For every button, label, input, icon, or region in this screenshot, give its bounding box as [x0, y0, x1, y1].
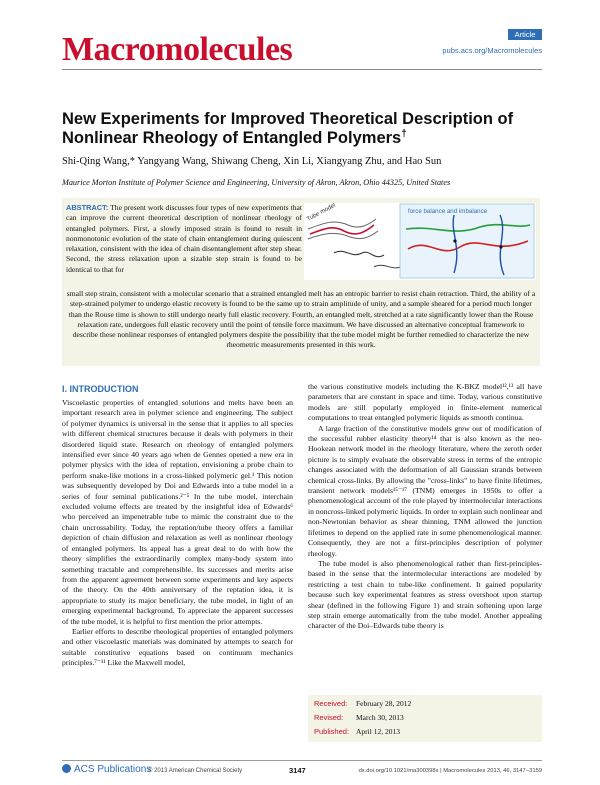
- title-text: New Experiments for Improved Theoretical Description of Nonlinear Rheology of Entangled Polymers: [62, 110, 514, 147]
- abstract-label: ABSTRACT:: [66, 203, 109, 212]
- tube-model-label: Tube model: [306, 203, 337, 223]
- force-panel: [400, 204, 534, 278]
- intro-paragraph-1: Viscoelastic properties of entangled solutions and melts have been an important research area in polymer science and engineering. The subject of polymer dynamics is universal in the sense that it applies to all species with different chemical structures because it deals with polymers in their disordered liquid state. Research on rheology of entangled polymers intensified ever since 40 years ago when de Gennes opened a new era in polymer physics with the idea of reptation, envisioning a probe chain to perform snake-like motions in a cross-linked polymeric gel.¹ This notion was subsequently developed by Doi and Edwards into a tube model in a series of four seminal publications.²⁻⁵ In the tube model, interchain excluded volume effects are treated by the insightful idea of Edwards⁶ who perceived an impenetrable tube to mimic the constraint due to the chain uncrossability. Today, the reptation/tube theory offers a familiar depiction of chain diffusion and relaxation as well as nonlinear rheology of entangled polymers. Its appeal has a great deal to do with how the theory simplifies the extraordinarily complex many-body system into something tractable and comprehensible. Its successes and merits arise from the apparent agreement between some experiments and key aspects of the theory. On the 40th anniversary of the reptation idea, it is appropriate to study its major beneficiary, the tube model, in light of an emerging experimental background. To appreciate the apparent successes of the tube model, it is helpful to first mention the prior attempts.: [62, 398, 293, 626]
- copyright: © 2013 American Chemical Society: [148, 768, 243, 774]
- abstract-top-body: The present work discusses four types of new experiments that can improve the current theoretical description of nonlinear rheology of entangled polymers. First, a slowly imposed strain is found to result in nonmonotonic evolution of the state of chain entanglement during quiescent relaxation, consistent with the idea of chain disentanglement after step shear. Second, the stress relaxation upon a sizable step strain is found to be identical to that for: [66, 203, 302, 274]
- journal-url-link[interactable]: pubs.acs.org/Macromolecules: [442, 46, 542, 55]
- toc-graphic: [304, 203, 536, 280]
- intro-paragraph-2: Earlier efforts to describe rheological properties of entangled polymers and other viscoelastic materials was dominated by attempts to search for suitable constitutive equations based on continuum mechanics principles.⁷⁻¹¹ Like the Maxwell model,: [62, 626, 293, 668]
- left-column: [62, 398, 293, 669]
- title-footnote-mark[interactable]: †: [401, 128, 407, 140]
- right-paragraph-2: A large fraction of the constitutive models grew out of modification of the successful rubber elasticity theory¹⁴ that is also known as the neo-Hookean network model in the rheology literature, where the zeroth order picture is to simply evaluate the observable stress in terms of the entropic changes associated with the deformation of all Gaussian strands between chemical cross-links. By allowing the "cross-links" to have finite lifetimes, transient network models¹⁵⁻¹⁷ (TNM) emerges in 1950s to offer a phenomenological account of the role played by intermolecular interactions in noncross-linked polymeric liquids. In order to explain such nonlinear and non-Newtonian behavior as shear thinning, TNM allowed the junction lifetimes to depend on the applied rate in some phenomenological manner. Consequently, they are not a first-principles description of polymer rheology.: [308, 423, 542, 558]
- doi-citation-link[interactable]: dx.doi.org/10.1021/ma300398x | Macromolecules 2013, 46, 3147−3159: [358, 768, 542, 774]
- affiliation: Maurice Morton Institute of Polymer Science and Engineering, University of Akron, Akron, Ohio 44325, United States: [62, 178, 451, 187]
- published-date: April 12, 2013: [356, 727, 400, 736]
- junction-node: [453, 239, 456, 242]
- page-number: 3147: [289, 766, 306, 775]
- right-paragraph-3: The tube model is also phenomenological rather than first-principles-based in the sense that the intermolecular interactions are modeled by restricting a test chain to tube-like confinement. It gained popularity because such key experimental features as stress overshoot upon startup shear (defined in the following Figure 1) and strain softening upon large step strain emerge automatically from the tube model. Another appealing character of the Doi–Edwards tube theory is: [308, 558, 542, 631]
- published-row: [314, 727, 400, 737]
- header-rule: [62, 69, 542, 70]
- acs-logo-text: ACS Publications: [74, 764, 152, 775]
- revised-label: Revised:: [314, 713, 344, 722]
- section-heading: I. INTRODUCTION: [62, 384, 139, 394]
- acs-logo-icon: [62, 764, 71, 773]
- force-balance-label: force balance and imbalance: [408, 208, 488, 215]
- received-label: Received:: [314, 699, 348, 708]
- article-title: [62, 110, 542, 148]
- received-row: [314, 699, 411, 709]
- right-paragraph-1: the various constitutive models including the K-BKZ model¹²,¹³ all have parameters that are constant in space and time. Today, various constitutive models are still popularly employed in finite-element numerical computations to treat entangled polymeric liquids as smooth continua.: [308, 382, 542, 423]
- published-label: Published:: [314, 727, 350, 736]
- article-type-badge: Article: [508, 29, 542, 40]
- revised-date: March 30, 2013: [356, 713, 404, 722]
- footer-rule: [62, 760, 542, 761]
- abstract-text-bottom: small step strain, consistent with a molecular scenario that a strained entangled melt has an entropic barrier to resist chain retraction. Third, the ability of a step-strained polymer to undergo elastic recovery is found to be the same up to strain amplitude of unity, and a sample sheared for a period much longer than the Rouse time is shown to still undergo nearly full elastic recovery. Fourth, an entangled melt, stretched at a rate significantly lower than the Rouse relaxation rate, undergoes full elastic recovery until the point of tensile force maximum. We have discussed an alternative conceptual framework to describe these nonlinear responses of entangled polymers despite the possibility that the tube model might be further remedied to characterize the new rheometric measurements presented in this work.: [66, 289, 536, 350]
- author-list: Shi-Qing Wang,* Yangyang Wang, Shiwang Cheng, Xin Li, Xiangyang Zhu, and Hao Sun: [62, 156, 442, 167]
- right-column: [308, 382, 542, 632]
- journal-logo: Macromolecules: [62, 31, 293, 68]
- abstract-text-top: [66, 203, 302, 275]
- acs-publications-logo[interactable]: [62, 764, 151, 775]
- revised-row: [314, 713, 404, 723]
- junction-node: [499, 245, 502, 248]
- received-date: February 28, 2012: [356, 699, 412, 708]
